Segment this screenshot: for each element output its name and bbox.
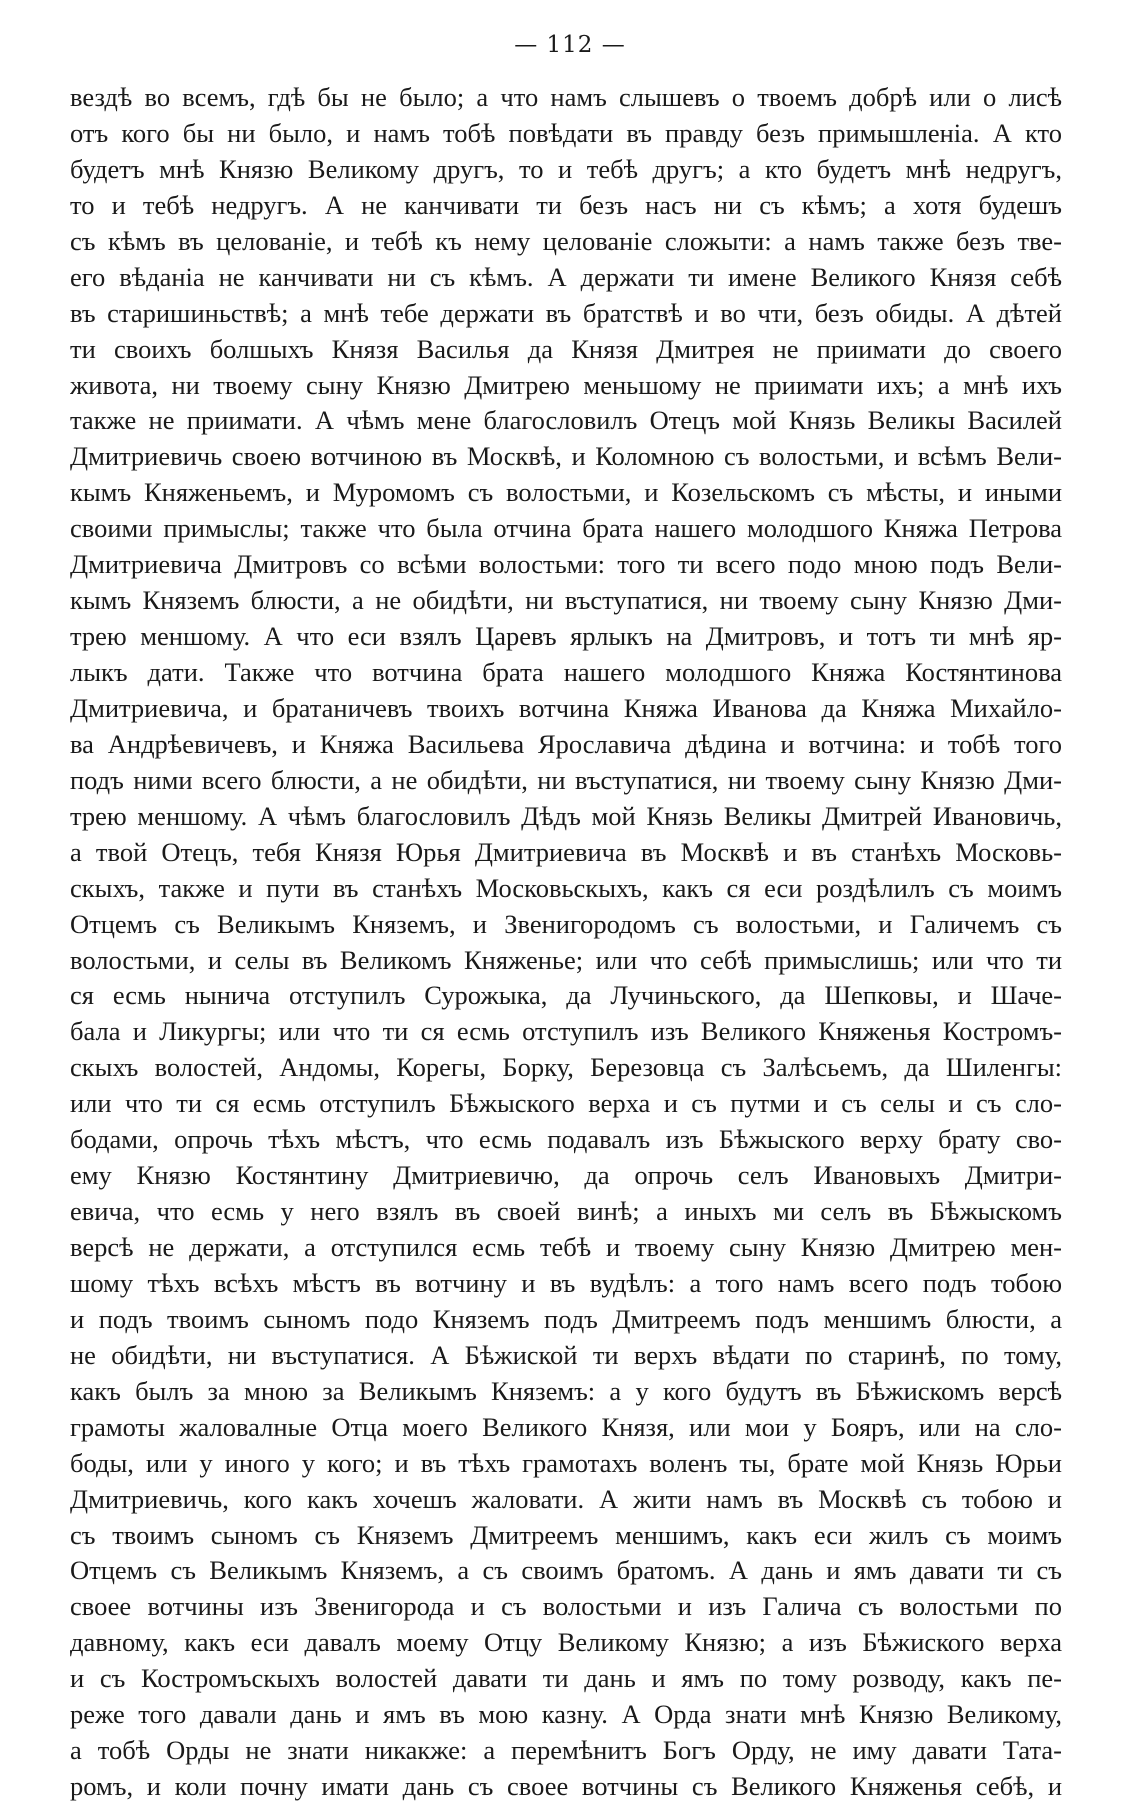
text-line: кымъ Княженьемъ, и Муромомъ съ волостьми, и Козельскомъ съ мѣсты, и иными: [70, 477, 1062, 508]
text-line: Дмитриевича Дмитровъ со всѣми волостьми: того ти всего подо мною подъ Вели-: [70, 549, 1062, 580]
text-line: живота, ни твоему сыну Князю Дмитрею меньшому не приимати ихъ; а мнѣ ихъ: [70, 369, 1062, 400]
text-line: скыхъ, также и пути въ станѣхъ Московьскыхъ, какъ ся еси роздѣлилъ съ моимъ: [70, 872, 1062, 903]
text-line: кымъ Княземъ блюсти, а не обидѣти, ни въступатися, ни твоему сыну Князю Дми-: [70, 585, 1062, 616]
text-line: боды, или у иного у кого; и въ тѣхъ грамотахъ воленъ ты, брате мой Князь Юрьи: [70, 1447, 1062, 1478]
text-line: не обидѣти, ни въступатися. А Бѣжиской ти верхъ вѣдати по старинѣ, по тому,: [70, 1339, 1062, 1370]
text-line: Дмитриевичь своею вотчиною въ Москвѣ, и Коломною съ волостьми, и всѣмъ Вели-: [70, 441, 1062, 472]
text-line: подъ ними всего блюсти, а не обидѣти, ни въступатися, ни твоему сыну Князю Дми-: [70, 764, 1062, 795]
text-line: съ кѣмъ въ целованiе, и тебѣ къ нему целованiе сложыти: а намъ также безъ тве-: [70, 225, 1062, 256]
text-line: ва Андрѣевичевъ, и Княжа Васильева Ярославича дѣдина и вотчина: и тобѣ того: [70, 728, 1062, 759]
text-line: также не приимати. А чѣмъ мене благословилъ Отецъ мой Князь Великы Василей: [70, 405, 1062, 436]
text-line: ся есмь нынича отступилъ Сурожыка, да Лучиньского, да Шепковы, и Шаче-: [70, 980, 1062, 1011]
text-line: версѣ не держати, а отступился есмь тебѣ и твоему сыну Князю Дмитрею мен-: [70, 1232, 1062, 1262]
text-line: будетъ мнѣ Князю Великому другъ, то и тебѣ другъ; а кто будетъ мнѣ недругъ,: [70, 153, 1062, 184]
text-line: трею меншому. А чѣмъ благословилъ Дѣдъ мой Князь Великы Дмитрей Ивановичь,: [70, 800, 1062, 831]
text-line: Дмитриевичь, кого какъ хочешъ жаловати. А жити намъ въ Москвѣ съ тобою и: [70, 1483, 1062, 1514]
text-line: вездѣ во всемъ, гдѣ бы не было; а что намъ слышевъ о твоемъ добрѣ или о лисѣ: [70, 82, 1062, 112]
text-line: Отцемъ съ Великымъ Княземъ, и Звенигородомъ съ волостьми, и Галичемъ съ: [70, 908, 1062, 939]
page-number: — 112 —: [514, 32, 626, 58]
text-line: трею меншому. А что еси взялъ Царевъ ярлыкъ на Дмитровъ, и тотъ ти мнѣ яр-: [70, 621, 1062, 652]
text-line: а твой Отецъ, тебя Князя Юрья Дмитриевича въ Москвѣ и въ станѣхъ Московь-: [70, 836, 1062, 867]
text-line: какъ былъ за мною за Великымъ Княземъ: а у кого будутъ въ Бѣжискомъ версѣ: [70, 1375, 1062, 1406]
text-line: ему Князю Костянтину Дмитриевичю, да опрочь селъ Ивановыхъ Дмитри-: [70, 1160, 1062, 1191]
text-line: и подъ твоимъ сыномъ подо Княземъ подъ Дмитреемъ подъ меншимъ блюсти, а: [70, 1303, 1062, 1334]
text-line: волостьми, и селы въ Великомъ Княженье; или что себѣ примыслишь; или что ти: [70, 944, 1062, 975]
text-line: то и тебѣ недругъ. А не канчивати ти безъ насъ ни съ кѣмъ; а хотя будешъ: [70, 189, 1062, 220]
text-line: шому тѣхъ всѣхъ мѣстъ въ вотчину и въ вудѣлъ: а того намъ всего подъ тобою: [70, 1267, 1062, 1298]
text-line: въ старишиньствѣ; а мнѣ тебе держати въ братствѣ и во чти, безъ обиды. А дѣтей: [70, 297, 1062, 328]
text-line: евича, что есмь у него взялъ въ своей винѣ; а иныхъ ми селъ въ Бѣжыскомъ: [70, 1196, 1062, 1227]
text-line: реже того давали дань и ямъ въ мою казну. А Орда знати мнѣ Князю Великому,: [70, 1699, 1062, 1730]
text-line: бала и Ликургы; или что ти ся есмь отступилъ изъ Великого Княженья Костромъ-: [70, 1016, 1062, 1047]
text-line: а тобѣ Орды не знати никакже: а перемѣнитъ Богъ Орду, не иму давати Тата-: [70, 1735, 1062, 1766]
text-line: и съ Костромъскыхъ волостей давати ти дань и ямъ по тому розводу, какъ пе-: [70, 1663, 1062, 1694]
body-text: [70, 80, 1062, 1805]
text-line: съ твоимъ сыномъ съ Княземъ Дмитреемъ меншимъ, какъ еси жилъ съ моимъ: [70, 1519, 1062, 1550]
text-line: его вѣданiа не канчивати ни съ кѣмъ. А держати ти имене Великого Князя себѣ: [70, 261, 1062, 292]
text-line: отъ кого бы ни было, и намъ тобѣ повѣдати въ правду безъ примышленiа. А кто: [70, 117, 1062, 148]
text-line: своими примыслы; также что была отчина брата нашего молодшого Княжа Петрова: [70, 513, 1062, 544]
text-line: своее вотчины изъ Звенигорода и съ волостьми и изъ Галича съ волостьми по: [70, 1591, 1062, 1622]
text-line: Дмитриевича, и братаничевъ твоихъ вотчина Княжа Иванова да Княжа Михайло-: [70, 692, 1062, 723]
text-line: ти своихъ болшыхъ Князя Василья да Князя Дмитрея не приимати до своего: [70, 333, 1062, 364]
text-line: Отцемъ съ Великымъ Княземъ, а съ своимъ братомъ. А дань и ямъ давати ти съ: [70, 1555, 1062, 1586]
text-line: бодами, опрочь тѣхъ мѣстъ, что есмь подавалъ изъ Бѣжыского верху брату сво-: [70, 1124, 1062, 1155]
text-line: грамоты жаловалные Отца моего Великого Князя, или мои у Бояръ, или на сло-: [70, 1411, 1062, 1442]
text-line: или что ти ся есмь отступилъ Бѣжыского верха и съ путми и съ селы и съ сло-: [70, 1088, 1062, 1119]
text-line: скыхъ волостей, Андомы, Корегы, Борку, Березовца съ Залѣсьемъ, да Шиленгы:: [70, 1052, 1062, 1083]
text-line: лыкъ дати. Также что вотчина брата нашего молодшого Княжа Костянтинова: [70, 657, 1062, 687]
text-line: ромъ, и коли почну имати дань съ своее вотчины съ Великого Княженья себѣ, и: [70, 1771, 1062, 1802]
text-line: давному, какъ еси давалъ моему Отцу Великому Князю; а изъ Бѣжиского верха: [70, 1627, 1062, 1658]
